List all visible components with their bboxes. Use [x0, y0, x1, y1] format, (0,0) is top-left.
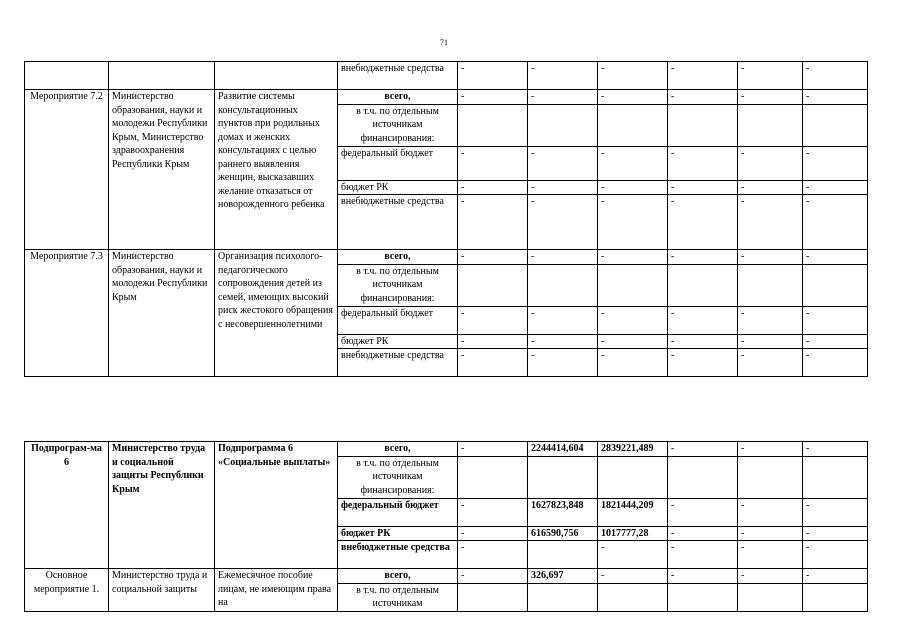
value-cell-year-1: -	[458, 569, 528, 584]
value-cell-year-3	[598, 583, 668, 611]
funding-source-cell: всего,	[338, 569, 458, 584]
funding-source-cell: федеральный бюджет	[338, 146, 458, 180]
value-cell-year-6: -	[803, 146, 868, 180]
value-cell-year-1: -	[458, 442, 528, 457]
value-cell-year-1	[458, 583, 528, 611]
value-cell-year-5	[738, 583, 803, 611]
value-cell-year-3: -	[598, 334, 668, 349]
value-cell-year-6: -	[803, 334, 868, 349]
value-cell-year-2: -	[528, 349, 598, 377]
value-cell-year-5: -	[738, 180, 803, 195]
value-cell-year-6: -	[803, 498, 868, 526]
funding-source-cell: федеральный бюджет	[338, 306, 458, 334]
value-cell-year-3: -	[598, 306, 668, 334]
value-cell-year-6: -	[803, 569, 868, 584]
executor-cell: Министерство образования, науки и молодежи Республики Крым, Министерство здравоохранения Республики Крым	[109, 90, 215, 250]
page-number: 71	[440, 38, 448, 47]
event-name-cell: Организация психолого-педагогического сопровождения детей из семей, имеющих высокий риск жестокого обращения с несовершеннолетними	[215, 250, 338, 377]
executor-cell: Министерство труда и социальной защиты Республики Крым	[109, 442, 215, 569]
funding-source-cell: бюджет РК	[338, 526, 458, 541]
value-cell-year-4: -	[668, 180, 738, 195]
value-cell-year-3	[598, 264, 668, 306]
value-cell-year-4: -	[668, 569, 738, 584]
value-cell-year-5: -	[738, 498, 803, 526]
value-cell-year-5: -	[738, 526, 803, 541]
value-cell-year-6: -	[803, 250, 868, 265]
value-cell-year-4	[668, 104, 738, 146]
value-cell-year-5: -	[738, 334, 803, 349]
table-row	[25, 250, 868, 265]
funding-source-cell: федеральный бюджет	[338, 498, 458, 526]
value-cell-year-3: -	[598, 90, 668, 105]
event-number-cell: Подпрограм-ма 6	[25, 442, 109, 569]
value-cell-year-5: -	[738, 90, 803, 105]
value-cell-year-2: -	[528, 90, 598, 105]
event-name-cell: Ежемесячное пособие лицам, не имеющим права на	[215, 569, 338, 612]
value-cell-year-3	[598, 104, 668, 146]
empty-name-cell	[215, 62, 338, 90]
value-cell-year-1: -	[458, 90, 528, 105]
value-cell-year-5	[738, 104, 803, 146]
table-row	[25, 62, 868, 90]
value-cell-year-6	[803, 583, 868, 611]
value-cell-year-3: -	[598, 569, 668, 584]
value-cell-year-3: -	[598, 62, 668, 90]
value-cell-year-2: 1627823,848	[528, 498, 598, 526]
financing-table-2	[24, 441, 868, 612]
table-row	[25, 90, 868, 105]
funding-source-cell: в т.ч. по отдельным источникам	[338, 583, 458, 611]
funding-source-cell: бюджет РК	[338, 334, 458, 349]
event-number-cell: Мероприятие 7.2	[25, 90, 109, 250]
value-cell-year-1: -	[458, 146, 528, 180]
funding-source-cell: всего,	[338, 250, 458, 265]
value-cell-year-3: 2839221,489	[598, 442, 668, 457]
value-cell-year-5: -	[738, 442, 803, 457]
value-cell-year-2: -	[528, 250, 598, 265]
financing-table-1	[24, 61, 868, 377]
value-cell-year-4: -	[668, 526, 738, 541]
value-cell-year-4	[668, 456, 738, 498]
funding-source-cell: внебюджетные средства	[338, 349, 458, 377]
value-cell-year-3: -	[598, 349, 668, 377]
value-cell-year-2	[528, 456, 598, 498]
value-cell-year-1: -	[458, 306, 528, 334]
value-cell-year-4	[668, 583, 738, 611]
funding-source-cell: бюджет РК	[338, 180, 458, 195]
funding-source-cell: всего,	[338, 90, 458, 105]
funding-source-cell: в т.ч. по отдельным источникам финансирования:	[338, 264, 458, 306]
value-cell-year-4: -	[668, 306, 738, 334]
value-cell-year-2	[528, 541, 598, 569]
value-cell-year-3: 1017777,28	[598, 526, 668, 541]
value-cell-year-3: -	[598, 146, 668, 180]
value-cell-year-3: -	[598, 250, 668, 265]
value-cell-year-2: -	[528, 195, 598, 250]
funding-source-cell: внебюджетные средства	[338, 62, 458, 90]
value-cell-year-4: -	[668, 442, 738, 457]
value-cell-year-5	[738, 264, 803, 306]
value-cell-year-6: -	[803, 526, 868, 541]
value-cell-year-3: -	[598, 180, 668, 195]
empty-event-cell	[25, 62, 109, 90]
value-cell-year-6: -	[803, 180, 868, 195]
value-cell-year-6	[803, 104, 868, 146]
value-cell-year-2: 326,697	[528, 569, 598, 584]
value-cell-year-6: -	[803, 195, 868, 250]
funding-source-cell: всего,	[338, 442, 458, 457]
executor-cell: Министерство труда и социальной защиты	[109, 569, 215, 612]
value-cell-year-4	[668, 264, 738, 306]
value-cell-year-5: -	[738, 306, 803, 334]
funding-source-cell: внебюджетные средства	[338, 195, 458, 250]
value-cell-year-2	[528, 583, 598, 611]
value-cell-year-3: -	[598, 195, 668, 250]
value-cell-year-4: -	[668, 349, 738, 377]
value-cell-year-4: -	[668, 334, 738, 349]
value-cell-year-4: -	[668, 541, 738, 569]
value-cell-year-4: -	[668, 498, 738, 526]
event-number-cell: Основное мероприятие 1.	[25, 569, 109, 612]
value-cell-year-3	[598, 456, 668, 498]
value-cell-year-2: -	[528, 146, 598, 180]
executor-cell: Министерство образования, науки и молодежи Республики Крым	[109, 250, 215, 377]
funding-source-cell: внебюджетные средства	[338, 541, 458, 569]
value-cell-year-1: -	[458, 180, 528, 195]
event-name-cell: Подпрограмма 6 «Социальные выплаты»	[215, 442, 338, 569]
value-cell-year-1: -	[458, 498, 528, 526]
value-cell-year-1: -	[458, 250, 528, 265]
value-cell-year-5: -	[738, 250, 803, 265]
event-name-cell: Развитие системы консультационных пунктов при родильных домах и женских консультациях с целью раннего выявления женщин, высказавших желание отказаться от новорожденного ребенка	[215, 90, 338, 250]
value-cell-year-2	[528, 264, 598, 306]
value-cell-year-6: -	[803, 442, 868, 457]
value-cell-year-4: -	[668, 90, 738, 105]
value-cell-year-6: -	[803, 349, 868, 377]
value-cell-year-4: -	[668, 62, 738, 90]
value-cell-year-3: 1821444,209	[598, 498, 668, 526]
value-cell-year-2	[528, 104, 598, 146]
value-cell-year-1: -	[458, 195, 528, 250]
value-cell-year-6: -	[803, 306, 868, 334]
funding-source-cell: в т.ч. по отдельным источникам финансирования:	[338, 456, 458, 498]
table-row	[25, 442, 868, 457]
event-number-cell: Мероприятие 7.3	[25, 250, 109, 377]
empty-executor-cell	[109, 62, 215, 90]
value-cell-year-6: -	[803, 541, 868, 569]
value-cell-year-3: -	[598, 541, 668, 569]
funding-source-cell: в т.ч. по отдельным источникам финансирования:	[338, 104, 458, 146]
value-cell-year-1: -	[458, 349, 528, 377]
value-cell-year-2: -	[528, 62, 598, 90]
value-cell-year-1	[458, 456, 528, 498]
value-cell-year-1	[458, 104, 528, 146]
value-cell-year-6	[803, 264, 868, 306]
value-cell-year-1	[458, 264, 528, 306]
value-cell-year-5: -	[738, 195, 803, 250]
value-cell-year-4: -	[668, 146, 738, 180]
value-cell-year-5	[738, 456, 803, 498]
value-cell-year-5: -	[738, 541, 803, 569]
value-cell-year-5: -	[738, 349, 803, 377]
value-cell-year-1: -	[458, 62, 528, 90]
value-cell-year-1: -	[458, 526, 528, 541]
value-cell-year-2: 2244414,604	[528, 442, 598, 457]
value-cell-year-6: -	[803, 90, 868, 105]
value-cell-year-6: -	[803, 62, 868, 90]
value-cell-year-1: -	[458, 334, 528, 349]
value-cell-year-5: -	[738, 569, 803, 584]
value-cell-year-2: -	[528, 180, 598, 195]
table-row	[25, 569, 868, 584]
value-cell-year-4: -	[668, 195, 738, 250]
value-cell-year-2: -	[528, 306, 598, 334]
value-cell-year-2: -	[528, 334, 598, 349]
value-cell-year-5: -	[738, 62, 803, 90]
value-cell-year-1: -	[458, 541, 528, 569]
value-cell-year-2: 616590,756	[528, 526, 598, 541]
value-cell-year-5: -	[738, 146, 803, 180]
value-cell-year-4: -	[668, 250, 738, 265]
value-cell-year-6	[803, 456, 868, 498]
